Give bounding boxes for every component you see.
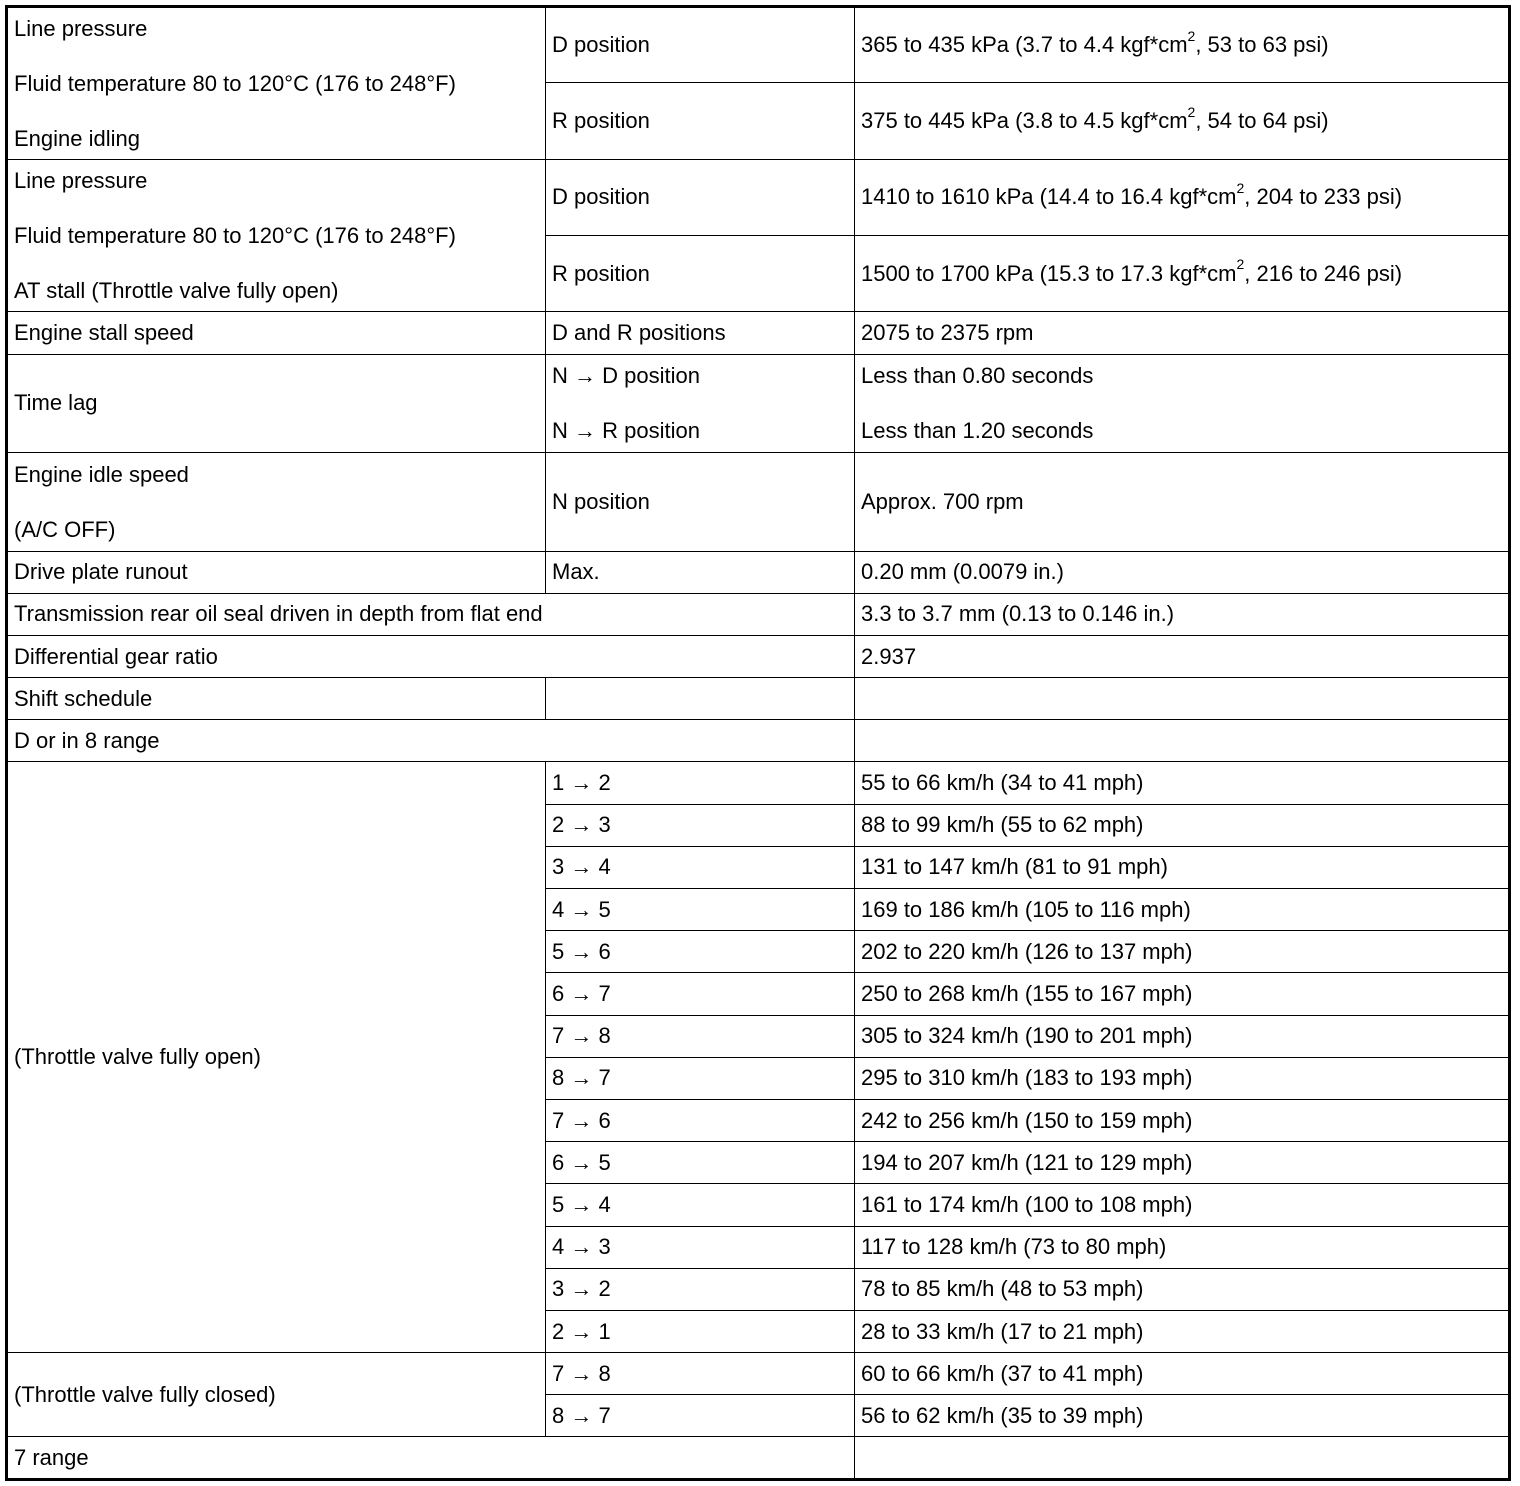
value-cell: 2075 to 2375 rpm bbox=[855, 312, 1510, 354]
value-cell: 375 to 445 kPa (3.8 to 4.5 $kgf*cm^2$, 54 to 64 psi) bbox=[855, 83, 1510, 159]
table-row bbox=[7, 551, 1510, 593]
condition-cell: R position bbox=[546, 236, 855, 312]
value-cell bbox=[855, 720, 1510, 762]
shift-cell: 7 → 6 bbox=[546, 1099, 855, 1141]
throttle-open-label: (Throttle valve fully open) bbox=[7, 762, 546, 1353]
shift-cell: 3 → 2 bbox=[546, 1268, 855, 1310]
shift-cell: 4 → 5 bbox=[546, 889, 855, 931]
table-row bbox=[7, 159, 1510, 235]
speed-cell: 305 to 324 km/h (190 to 201 mph) bbox=[855, 1015, 1510, 1057]
condition-cell: N → D position N → R position bbox=[546, 354, 855, 452]
table-row bbox=[7, 720, 1510, 762]
shift-cell: 6 → 7 bbox=[546, 973, 855, 1015]
value-cell: 2.937 bbox=[855, 635, 1510, 677]
shift-cell: 3 → 4 bbox=[546, 846, 855, 888]
table-row bbox=[7, 762, 1510, 804]
throttle-closed-label: (Throttle valve fully closed) bbox=[7, 1353, 546, 1437]
value-cell bbox=[855, 1437, 1510, 1480]
speed-cell: 60 to 66 km/h (37 to 41 mph) bbox=[855, 1353, 1510, 1395]
shift-cell: 7 → 8 bbox=[546, 1015, 855, 1057]
speed-cell: 56 to 62 km/h (35 to 39 mph) bbox=[855, 1395, 1510, 1437]
label-cell: Differential gear ratio bbox=[7, 635, 855, 677]
shift-cell: 5 → 4 bbox=[546, 1184, 855, 1226]
label-cell: Transmission rear oil seal driven in depth from flat end bbox=[7, 593, 855, 635]
shift-cell: 7 → 8 bbox=[546, 1353, 855, 1395]
speed-cell: 250 to 268 km/h (155 to 167 mph) bbox=[855, 973, 1510, 1015]
table-row bbox=[7, 354, 1510, 452]
value-cell bbox=[855, 678, 1510, 720]
value-cell: 1500 to 1700 kPa (15.3 to 17.3 $kgf*cm^2$, 216 to 246 psi) bbox=[855, 236, 1510, 312]
speed-cell: 78 to 85 km/h (48 to 53 mph) bbox=[855, 1268, 1510, 1310]
value-cell: Less than 0.80 seconds Less than 1.20 seconds bbox=[855, 354, 1510, 452]
table-row bbox=[7, 1437, 1510, 1480]
line-pressure-stall-label: Line pressure Fluid temperature 80 to 120°C (176 to 248°F) AT stall (Throttle valve fully open) bbox=[7, 159, 546, 312]
label-cell: Engine stall speed bbox=[7, 312, 546, 354]
value-cell: 3.3 to 3.7 mm (0.13 to 0.146 in.) bbox=[855, 593, 1510, 635]
speed-cell: 88 to 99 km/h (55 to 62 mph) bbox=[855, 804, 1510, 846]
shift-cell: 1 → 2 bbox=[546, 762, 855, 804]
speed-cell: 169 to 186 km/h (105 to 116 mph) bbox=[855, 889, 1510, 931]
shift-cell: 8 → 7 bbox=[546, 1395, 855, 1437]
speed-cell: 202 to 220 km/h (126 to 137 mph) bbox=[855, 931, 1510, 973]
speed-cell: 194 to 207 km/h (121 to 129 mph) bbox=[855, 1142, 1510, 1184]
speed-cell: 295 to 310 km/h (183 to 193 mph) bbox=[855, 1057, 1510, 1099]
table-row bbox=[7, 593, 1510, 635]
value-cell: Approx. 700 rpm bbox=[855, 453, 1510, 551]
line-pressure-idle-label: Line pressure Fluid temperature 80 to 120°C (176 to 248°F) Engine idling bbox=[7, 7, 546, 160]
table-row bbox=[7, 678, 1510, 720]
table-row bbox=[7, 312, 1510, 354]
speed-cell: 131 to 147 km/h (81 to 91 mph) bbox=[855, 846, 1510, 888]
condition-cell: D position bbox=[546, 7, 855, 83]
condition-cell: R position bbox=[546, 83, 855, 159]
label-cell: Shift schedule bbox=[7, 678, 546, 720]
shift-cell: 8 → 7 bbox=[546, 1057, 855, 1099]
table-row bbox=[7, 453, 1510, 551]
condition-cell: Max. bbox=[546, 551, 855, 593]
value-cell: 1410 to 1610 kPa (14.4 to 16.4 $kgf*cm^2$, 204 to 233 psi) bbox=[855, 159, 1510, 235]
condition-cell: N position bbox=[546, 453, 855, 551]
condition-cell bbox=[546, 678, 855, 720]
shift-cell: 2 → 3 bbox=[546, 804, 855, 846]
speed-cell: 55 to 66 km/h (34 to 41 mph) bbox=[855, 762, 1510, 804]
table-row bbox=[7, 7, 1510, 83]
value-cell: 365 to 435 kPa (3.7 to 4.4 $kgf*cm^2$, 53 to 63 psi) bbox=[855, 7, 1510, 83]
value-cell: 0.20 mm (0.0079 in.) bbox=[855, 551, 1510, 593]
label-cell: Engine idle speed (A/C OFF) bbox=[7, 453, 546, 551]
speed-cell: 28 to 33 km/h (17 to 21 mph) bbox=[855, 1310, 1510, 1352]
label-cell: 7 range bbox=[7, 1437, 855, 1480]
speed-cell: 161 to 174 km/h (100 to 108 mph) bbox=[855, 1184, 1510, 1226]
label-cell: D or in 8 range bbox=[7, 720, 855, 762]
shift-cell: 5 → 6 bbox=[546, 931, 855, 973]
condition-cell: D position bbox=[546, 159, 855, 235]
shift-cell: 2 → 1 bbox=[546, 1310, 855, 1352]
label-cell: Drive plate runout bbox=[7, 551, 546, 593]
specification-table bbox=[5, 5, 1511, 1481]
condition-cell: D and R positions bbox=[546, 312, 855, 354]
speed-cell: 117 to 128 km/h (73 to 80 mph) bbox=[855, 1226, 1510, 1268]
table-row bbox=[7, 635, 1510, 677]
shift-cell: 6 → 5 bbox=[546, 1142, 855, 1184]
speed-cell: 242 to 256 km/h (150 to 159 mph) bbox=[855, 1099, 1510, 1141]
label-cell: Time lag bbox=[7, 354, 546, 452]
shift-cell: 4 → 3 bbox=[546, 1226, 855, 1268]
table-row bbox=[7, 1353, 1510, 1395]
